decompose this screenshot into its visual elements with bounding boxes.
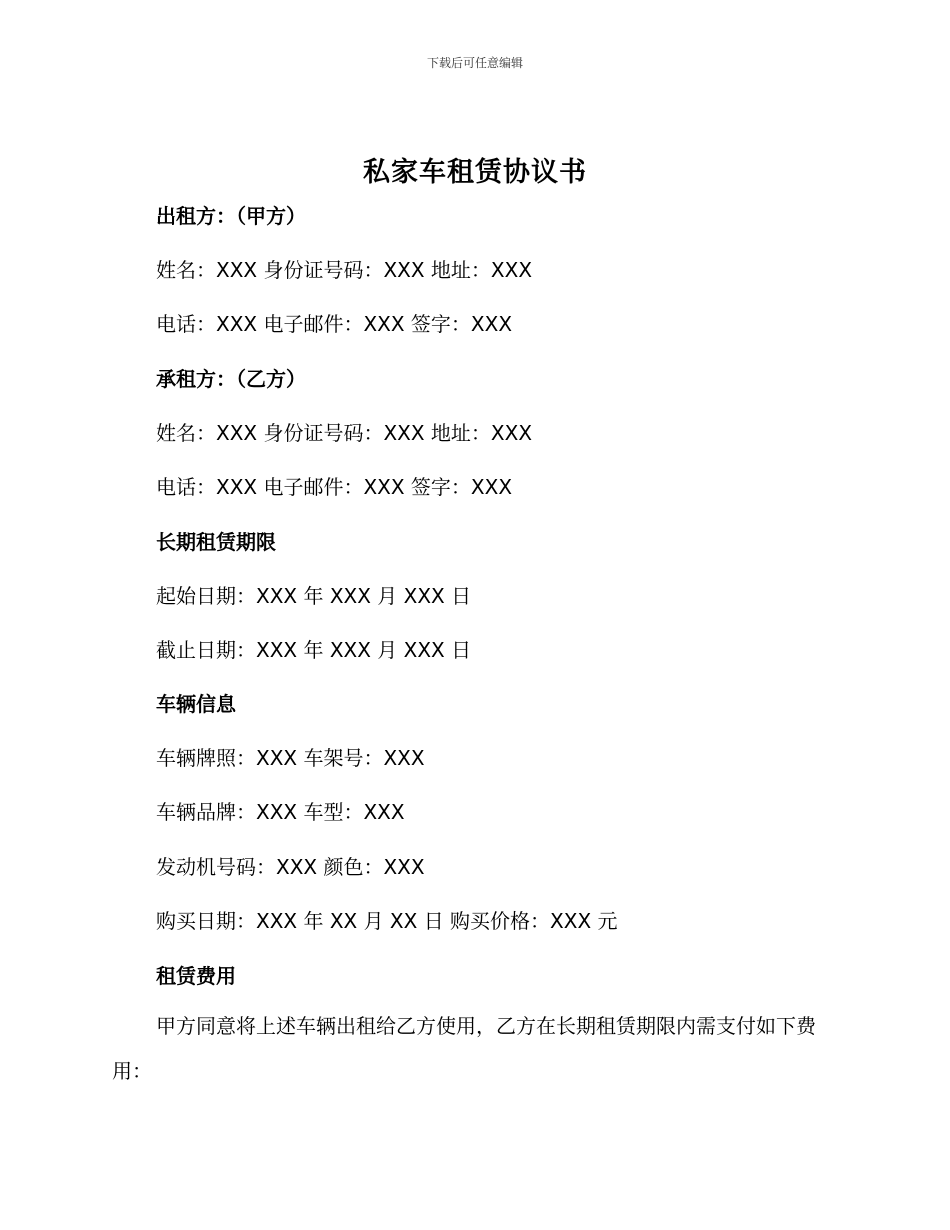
vehicle-plate-line: 车辆牌照：XXX 车架号：XXX [156, 746, 425, 770]
lessee-heading: 承租方：（乙方） [156, 367, 306, 391]
term-heading: 长期租赁期限 [156, 530, 276, 554]
term-start-date: 起始日期：XXX 年 XXX 月 XXX 日 [156, 584, 472, 608]
fees-paragraph: 甲方同意将上述车辆出租给乙方使用，乙方在长期租赁期限内需支付如下费用： [112, 1014, 816, 1083]
lessor-identity-line: 姓名：XXX 身份证号码：XXX 地址：XXX [156, 258, 533, 282]
vehicle-purchase-line: 购买日期：XXX 年 XX 月 XX 日 购买价格：XXX 元 [156, 909, 618, 933]
term-end-date: 截止日期：XXX 年 XXX 月 XXX 日 [156, 638, 472, 662]
page-header: 下载后可任意编辑 [426, 56, 523, 70]
lessee-contact-line: 电话：XXX 电子邮件：XXX 签字：XXX [156, 475, 513, 499]
lessor-contact-line: 电话：XXX 电子邮件：XXX 签字：XXX [156, 312, 513, 336]
lessor-heading: 出租方：（甲方） [156, 204, 306, 228]
vehicle-engine-line: 发动机号码：XXX 颜色：XXX [156, 855, 425, 879]
lessee-identity-line: 姓名：XXX 身份证号码：XXX 地址：XXX [156, 421, 533, 445]
fees-heading: 租赁费用 [156, 964, 236, 988]
document-title: 私家车租赁协议书 [363, 157, 587, 188]
vehicle-heading: 车辆信息 [156, 692, 236, 716]
vehicle-brand-line: 车辆品牌：XXX 车型：XXX [156, 800, 405, 824]
